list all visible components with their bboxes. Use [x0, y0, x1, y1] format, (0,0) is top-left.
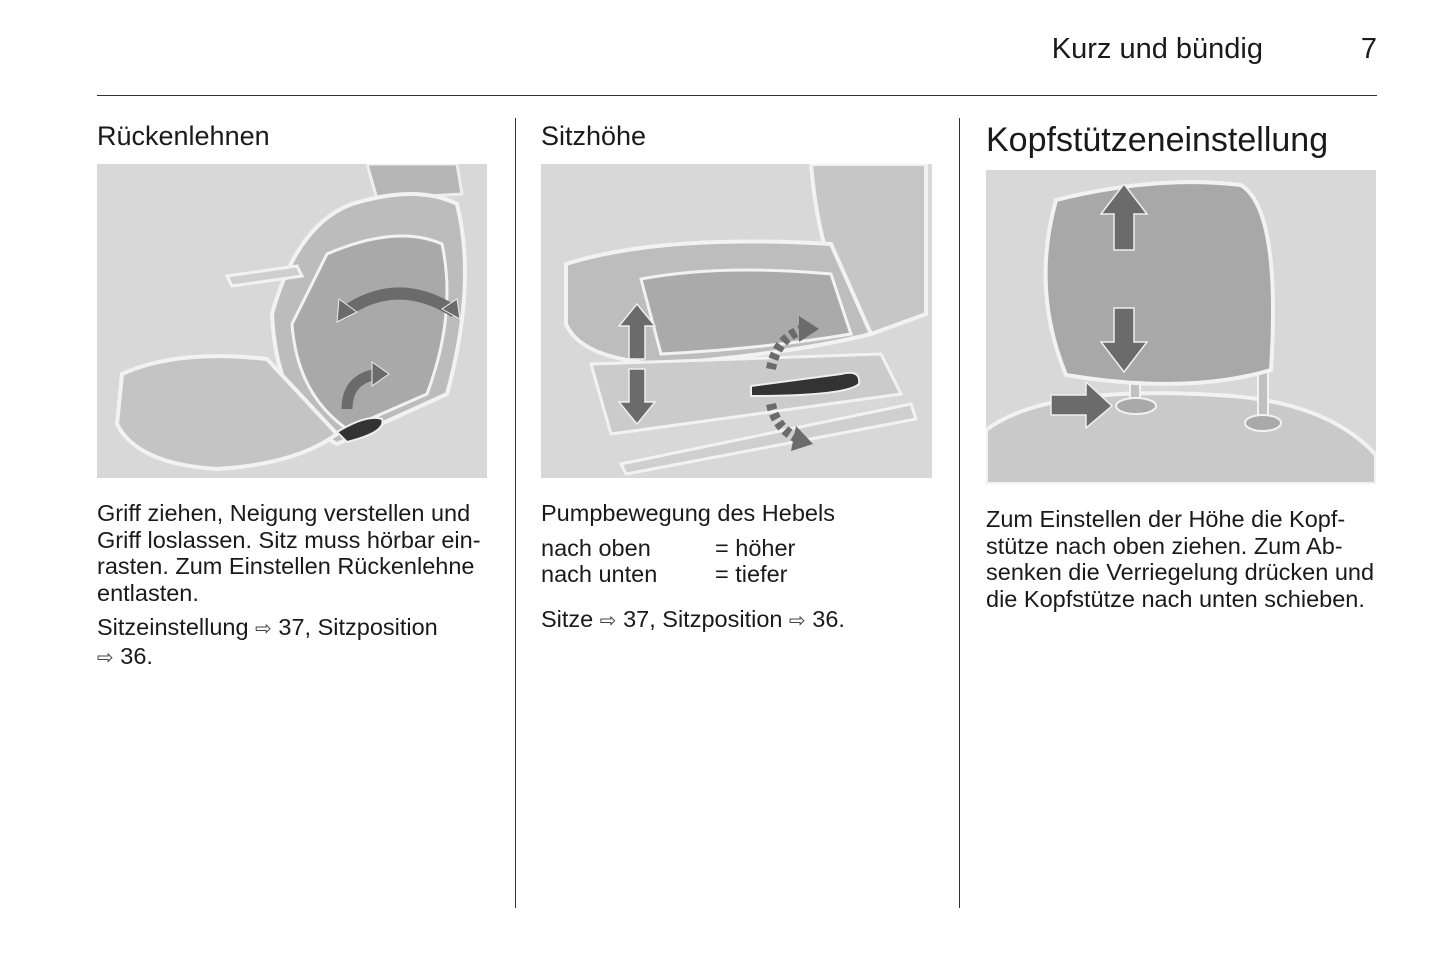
ref-page: 37, [623, 605, 656, 632]
backrest-seat-illustration [97, 164, 487, 478]
table-row [541, 535, 936, 562]
header-title: Kurz und bündig [1051, 33, 1263, 65]
seat-height-illustration [541, 164, 932, 478]
ref-page: 36. [120, 642, 153, 669]
seat-height-table [541, 535, 936, 588]
table-row [541, 561, 936, 588]
ref-label: Sitzposition [317, 614, 438, 640]
section-heading: Kopfstützeneinstellung [986, 121, 1329, 159]
section-headrest [986, 118, 1379, 612]
ref-label: Sitze [541, 605, 594, 632]
ref-page: 36. [812, 605, 845, 632]
seat-height-references [541, 606, 936, 635]
page-ref-arrow-icon: ⇨ [599, 609, 617, 632]
page-ref-arrow-icon: ⇨ [255, 618, 272, 640]
section-heading: Rückenlehnen [97, 121, 270, 151]
ref-label: Sitzeinstellung [97, 614, 249, 640]
backrest-references [97, 614, 492, 671]
row-value: = höher [715, 534, 796, 561]
column-divider-2 [959, 118, 960, 908]
headrest-instructions: Zum Einstellen der Höhe die Kopf-stütze nach oben ziehen. Zum Ab-senken die Verriegelung drücken und die Kopfstütze nach unten schieben. [986, 506, 1375, 612]
header-rule [97, 95, 1377, 96]
section-seat-height [541, 118, 936, 634]
headrest-illustration [986, 170, 1376, 484]
section-heading: Sitzhöhe [541, 121, 647, 151]
row-value: = tiefer [715, 561, 788, 587]
column-divider-1 [515, 118, 516, 908]
row-key: nach oben [541, 534, 651, 561]
ref-page: 37, [278, 614, 312, 640]
page-ref-arrow-icon: ⇨ [97, 646, 114, 669]
row-key: nach unten [541, 561, 658, 587]
seat-height-intro: Pumpbewegung des Hebels [541, 500, 835, 526]
backrest-instructions: Griff ziehen, Neigung verstellen und Griff loslassen. Sitz muss hörbar ein-rasten. Zum Einstellen Rückenlehne entlasten. [97, 500, 481, 606]
section-backrest [97, 118, 492, 671]
page-ref-arrow-icon: ⇨ [789, 609, 806, 632]
page-number: 7 [1360, 33, 1377, 65]
ref-label: Sitzposition [662, 605, 783, 632]
